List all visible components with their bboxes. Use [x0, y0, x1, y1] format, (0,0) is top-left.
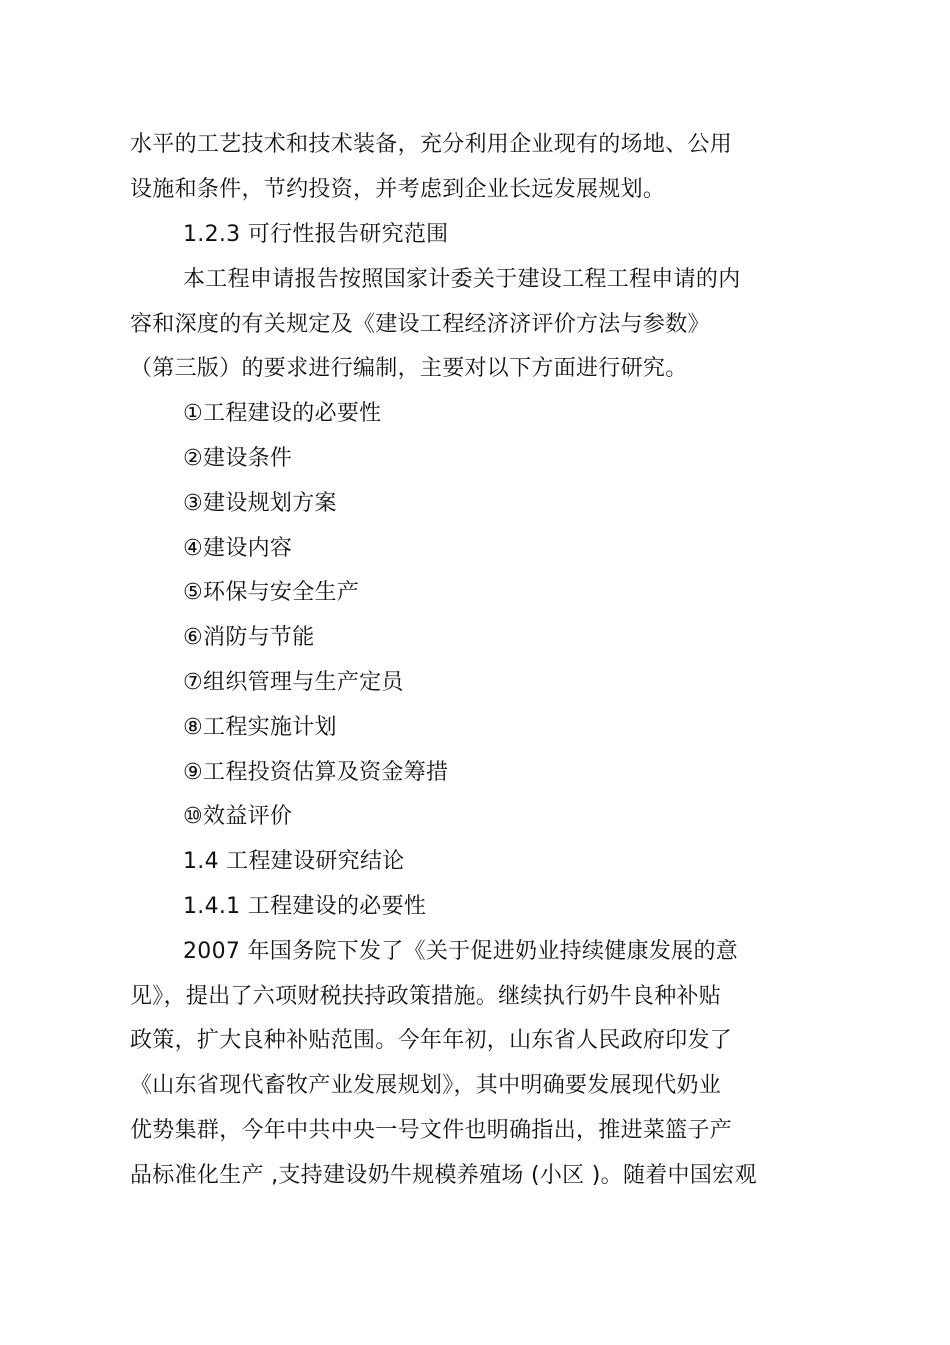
paragraph-line: （第三版）的要求进行编制，主要对以下方面进行研究。: [130, 356, 688, 381]
list-item: ④建设内容: [183, 536, 293, 561]
paragraph-line: 容和深度的有关规定及《建设工程经济济评价方法与参数》: [130, 312, 710, 337]
paragraph-line: 2007 年国务院下发了《关于促进奶业持续健康发展的意: [183, 939, 739, 964]
paragraph-line: 见》，提出了六项财税扶持政策措施。继续执行奶牛良种补贴: [130, 984, 722, 1009]
paragraph-line: 政策，扩大良种补贴范围。今年年初，山东省人民政府印发了: [130, 1028, 733, 1053]
section-heading-1-2-3: 1.2.3 可行性报告研究范围: [183, 222, 449, 247]
section-heading-1-4: 1.4 工程建设研究结论: [183, 849, 405, 874]
section-heading-1-4-1: 1.4.1 工程建设的必要性: [183, 894, 427, 919]
list-item: ⑥消防与节能: [183, 625, 315, 650]
paragraph-line: 本工程申请报告按照国家计委关于建设工程工程申请的内: [183, 267, 741, 292]
paragraph-line: 品标准化生产 ,支持建设奶牛规模养殖场 (小区 )。随着中国宏观: [130, 1163, 757, 1188]
list-item: ②建设条件: [183, 446, 293, 471]
list-item: ⑤环保与安全生产: [183, 580, 360, 605]
list-item: ⑧工程实施计划: [183, 715, 337, 740]
list-item: ⑨工程投资估算及资金筹措: [183, 760, 449, 785]
paragraph-line: 《山东省现代畜牧产业发展规划》，其中明确要发展现代奶业: [130, 1073, 722, 1098]
list-item: ⑩效益评价: [183, 804, 293, 829]
list-item: ③建设规划方案: [183, 491, 337, 516]
list-item: ⑦组织管理与生产定员: [183, 670, 404, 695]
paragraph-line: 水平的工艺技术和技术装备，充分利用企业现有的场地、公用: [130, 132, 733, 157]
list-item: ①工程建设的必要性: [183, 401, 382, 426]
paragraph-line: 优势集群，今年中共中央一号文件也明确指出，推进菜篮子产: [130, 1118, 733, 1143]
paragraph-line: 设施和条件，节约投资，并考虑到企业长远发展规划。: [130, 177, 666, 202]
